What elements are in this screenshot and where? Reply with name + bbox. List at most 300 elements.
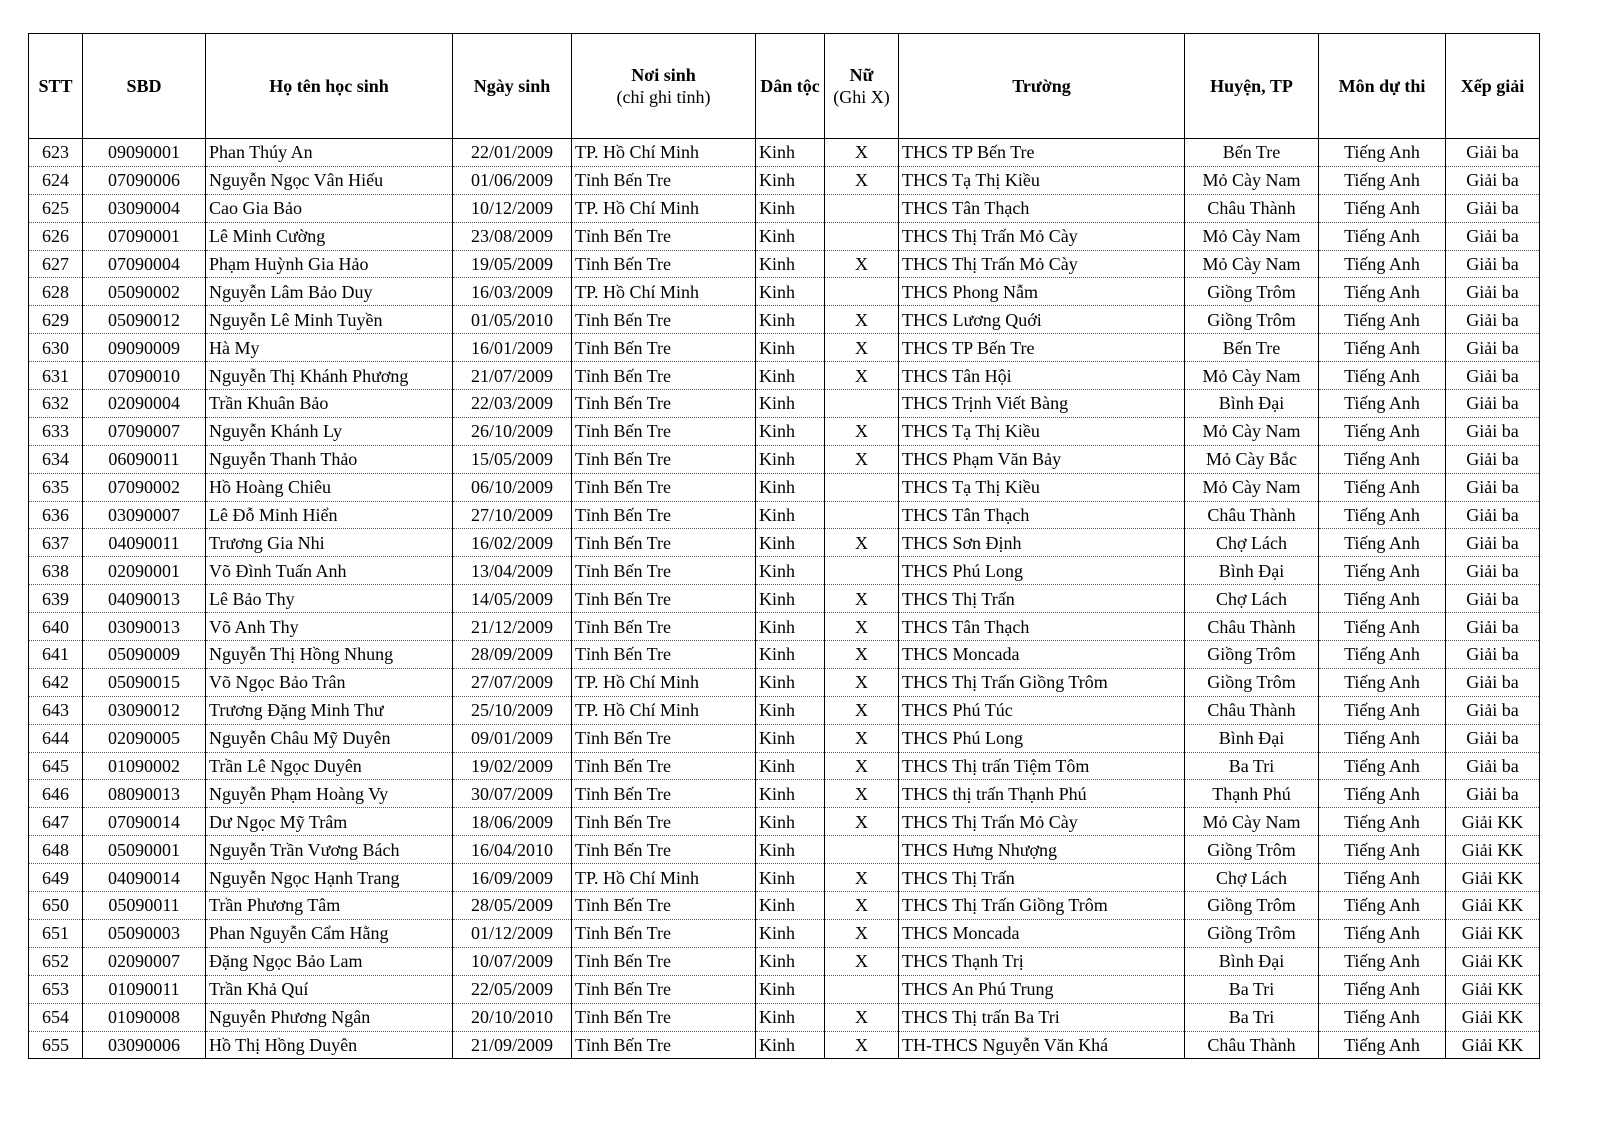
stt-cell: 653	[29, 975, 83, 1003]
name-cell: Nguyễn Lê Minh Tuyền	[206, 306, 453, 334]
female-cell: X	[825, 1031, 899, 1059]
sbd-cell: 09090001	[83, 139, 206, 167]
district-cell: Mỏ Cày Bắc	[1185, 445, 1319, 473]
table-row	[29, 222, 1540, 250]
table-row	[29, 836, 1540, 864]
award-cell: Giải ba	[1446, 752, 1540, 780]
award-cell: Giải ba	[1446, 362, 1540, 390]
name-cell: Nguyễn Ngọc Hạnh Trang	[206, 864, 453, 892]
school-cell: THCS Thị Trấn Mỏ Cày	[899, 222, 1185, 250]
dob-cell: 23/08/2009	[453, 222, 572, 250]
sbd-cell: 07090010	[83, 362, 206, 390]
award-cell: Giải KK	[1446, 808, 1540, 836]
subject-cell: Tiếng Anh	[1319, 780, 1446, 808]
ethnicity-cell: Kinh	[756, 334, 825, 362]
birthplace-cell: TP. Hồ Chí Minh	[572, 278, 756, 306]
award-cell: Giải ba	[1446, 222, 1540, 250]
header-birthplace-note: (chỉ ghi tỉnh)	[616, 87, 711, 107]
award-cell: Giải KK	[1446, 892, 1540, 920]
birthplace-cell: Tỉnh Bến Tre	[572, 1031, 756, 1059]
stt-cell: 630	[29, 334, 83, 362]
dob-cell: 28/05/2009	[453, 892, 572, 920]
birthplace-cell: Tỉnh Bến Tre	[572, 222, 756, 250]
award-cell: Giải KK	[1446, 919, 1540, 947]
name-cell: Nguyễn Thanh Thảo	[206, 445, 453, 473]
dob-cell: 16/04/2010	[453, 836, 572, 864]
table-row	[29, 501, 1540, 529]
sbd-cell: 07090004	[83, 250, 206, 278]
subject-cell: Tiếng Anh	[1319, 864, 1446, 892]
female-cell: X	[825, 668, 899, 696]
name-cell: Hà My	[206, 334, 453, 362]
subject-cell: Tiếng Anh	[1319, 222, 1446, 250]
birthplace-cell: Tỉnh Bến Tre	[572, 473, 756, 501]
school-cell: THCS Moncada	[899, 641, 1185, 669]
birthplace-cell: Tỉnh Bến Tre	[572, 780, 756, 808]
school-cell: THCS Lương Quới	[899, 306, 1185, 334]
ethnicity-cell: Kinh	[756, 417, 825, 445]
school-cell: THCS Tạ Thị Kiều	[899, 166, 1185, 194]
birthplace-cell: Tỉnh Bến Tre	[572, 306, 756, 334]
subject-cell: Tiếng Anh	[1319, 166, 1446, 194]
ethnicity-cell: Kinh	[756, 808, 825, 836]
award-cell: Giải ba	[1446, 334, 1540, 362]
dob-cell: 01/06/2009	[453, 166, 572, 194]
award-cell: Giải ba	[1446, 780, 1540, 808]
name-cell: Nguyễn Châu Mỹ Duyên	[206, 724, 453, 752]
table-row	[29, 529, 1540, 557]
district-cell: Giồng Trôm	[1185, 278, 1319, 306]
name-cell: Nguyễn Phương Ngân	[206, 1003, 453, 1031]
school-cell: THCS Tân Thạch	[899, 613, 1185, 641]
award-cell: Giải KK	[1446, 975, 1540, 1003]
ethnicity-cell: Kinh	[756, 250, 825, 278]
stt-cell: 637	[29, 529, 83, 557]
award-cell: Giải ba	[1446, 306, 1540, 334]
dob-cell: 21/12/2009	[453, 613, 572, 641]
ethnicity-cell: Kinh	[756, 306, 825, 334]
ethnicity-cell: Kinh	[756, 836, 825, 864]
ethnicity-cell: Kinh	[756, 919, 825, 947]
subject-cell: Tiếng Anh	[1319, 613, 1446, 641]
stt-cell: 625	[29, 194, 83, 222]
district-cell: Châu Thành	[1185, 1031, 1319, 1059]
table-row	[29, 696, 1540, 724]
sbd-cell: 01090008	[83, 1003, 206, 1031]
award-cell: Giải ba	[1446, 668, 1540, 696]
stt-cell: 632	[29, 390, 83, 418]
dob-cell: 16/02/2009	[453, 529, 572, 557]
ethnicity-cell: Kinh	[756, 278, 825, 306]
district-cell: Thạnh Phú	[1185, 780, 1319, 808]
sbd-cell: 02090007	[83, 947, 206, 975]
sbd-cell: 07090007	[83, 417, 206, 445]
subject-cell: Tiếng Anh	[1319, 390, 1446, 418]
table-row	[29, 1003, 1540, 1031]
female-cell: X	[825, 613, 899, 641]
name-cell: Võ Ngọc Bảo Trân	[206, 668, 453, 696]
table-row	[29, 724, 1540, 752]
award-cell: Giải ba	[1446, 724, 1540, 752]
name-cell: Trần Phương Tâm	[206, 892, 453, 920]
header-stt: STT	[29, 34, 83, 139]
header-ethnicity: Dân tộc	[756, 34, 825, 139]
dob-cell: 10/12/2009	[453, 194, 572, 222]
table-row	[29, 390, 1540, 418]
sbd-cell: 05090015	[83, 668, 206, 696]
dob-cell: 27/07/2009	[453, 668, 572, 696]
name-cell: Phạm Huỳnh Gia Hảo	[206, 250, 453, 278]
name-cell: Đặng Ngọc Bảo Lam	[206, 947, 453, 975]
dob-cell: 21/07/2009	[453, 362, 572, 390]
table-row	[29, 445, 1540, 473]
name-cell: Phan Nguyễn Cẩm Hằng	[206, 919, 453, 947]
award-cell: Giải KK	[1446, 1031, 1540, 1059]
stt-cell: 626	[29, 222, 83, 250]
subject-cell: Tiếng Anh	[1319, 668, 1446, 696]
header-row	[29, 34, 1540, 139]
header-sbd: SBD	[83, 34, 206, 139]
subject-cell: Tiếng Anh	[1319, 696, 1446, 724]
stt-cell: 624	[29, 166, 83, 194]
award-cell: Giải KK	[1446, 1003, 1540, 1031]
header-female-note: (Ghi X)	[833, 87, 890, 107]
ethnicity-cell: Kinh	[756, 975, 825, 1003]
district-cell: Mỏ Cày Nam	[1185, 417, 1319, 445]
birthplace-cell: Tỉnh Bến Tre	[572, 836, 756, 864]
table-row	[29, 975, 1540, 1003]
ethnicity-cell: Kinh	[756, 780, 825, 808]
dob-cell: 10/07/2009	[453, 947, 572, 975]
table-row	[29, 947, 1540, 975]
dob-cell: 28/09/2009	[453, 641, 572, 669]
table-row	[29, 808, 1540, 836]
name-cell: Phan Thúy An	[206, 139, 453, 167]
district-cell: Giồng Trôm	[1185, 668, 1319, 696]
header-dob: Ngày sinh	[453, 34, 572, 139]
table-row	[29, 919, 1540, 947]
award-cell: Giải ba	[1446, 390, 1540, 418]
ethnicity-cell: Kinh	[756, 892, 825, 920]
results-table	[28, 33, 1540, 1059]
table-row	[29, 306, 1540, 334]
female-cell	[825, 836, 899, 864]
name-cell: Nguyễn Thị Hồng Nhung	[206, 641, 453, 669]
female-cell: X	[825, 362, 899, 390]
stt-cell: 628	[29, 278, 83, 306]
award-cell: Giải KK	[1446, 836, 1540, 864]
sbd-cell: 07090002	[83, 473, 206, 501]
table-row	[29, 752, 1540, 780]
sbd-cell: 06090011	[83, 445, 206, 473]
dob-cell: 22/03/2009	[453, 390, 572, 418]
subject-cell: Tiếng Anh	[1319, 947, 1446, 975]
stt-cell: 633	[29, 417, 83, 445]
award-cell: Giải ba	[1446, 585, 1540, 613]
birthplace-cell: Tỉnh Bến Tre	[572, 362, 756, 390]
school-cell: THCS Thị Trấn Mỏ Cày	[899, 250, 1185, 278]
district-cell: Mỏ Cày Nam	[1185, 222, 1319, 250]
school-cell: THCS TP Bến Tre	[899, 334, 1185, 362]
ethnicity-cell: Kinh	[756, 947, 825, 975]
stt-cell: 638	[29, 557, 83, 585]
header-female-label: Nữ	[849, 64, 874, 85]
subject-cell: Tiếng Anh	[1319, 892, 1446, 920]
stt-cell: 647	[29, 808, 83, 836]
ethnicity-cell: Kinh	[756, 445, 825, 473]
name-cell: Trần Khả Quí	[206, 975, 453, 1003]
district-cell: Mỏ Cày Nam	[1185, 362, 1319, 390]
header-female	[825, 34, 899, 139]
dob-cell: 09/01/2009	[453, 724, 572, 752]
district-cell: Mỏ Cày Nam	[1185, 250, 1319, 278]
district-cell: Giồng Trôm	[1185, 919, 1319, 947]
award-cell: Giải ba	[1446, 641, 1540, 669]
header-award: Xếp giải	[1446, 34, 1540, 139]
ethnicity-cell: Kinh	[756, 139, 825, 167]
header-district: Huyện, TP	[1185, 34, 1319, 139]
school-cell: THCS Phong Nẫm	[899, 278, 1185, 306]
table-row	[29, 417, 1540, 445]
subject-cell: Tiếng Anh	[1319, 417, 1446, 445]
award-cell: Giải ba	[1446, 278, 1540, 306]
sbd-cell: 07090014	[83, 808, 206, 836]
ethnicity-cell: Kinh	[756, 557, 825, 585]
subject-cell: Tiếng Anh	[1319, 724, 1446, 752]
ethnicity-cell: Kinh	[756, 194, 825, 222]
birthplace-cell: Tỉnh Bến Tre	[572, 752, 756, 780]
stt-cell: 645	[29, 752, 83, 780]
female-cell: X	[825, 1003, 899, 1031]
school-cell: THCS Thạnh Trị	[899, 947, 1185, 975]
award-cell: Giải ba	[1446, 194, 1540, 222]
school-cell: THCS Thị trấn Ba Tri	[899, 1003, 1185, 1031]
stt-cell: 643	[29, 696, 83, 724]
district-cell: Ba Tri	[1185, 975, 1319, 1003]
ethnicity-cell: Kinh	[756, 668, 825, 696]
name-cell: Dư Ngọc Mỹ Trâm	[206, 808, 453, 836]
name-cell: Trần Lê Ngọc Duyên	[206, 752, 453, 780]
dob-cell: 25/10/2009	[453, 696, 572, 724]
stt-cell: 627	[29, 250, 83, 278]
school-cell: THCS Thị Trấn	[899, 864, 1185, 892]
stt-cell: 631	[29, 362, 83, 390]
table-row	[29, 1031, 1540, 1059]
female-cell: X	[825, 864, 899, 892]
birthplace-cell: Tỉnh Bến Tre	[572, 919, 756, 947]
name-cell: Nguyễn Khánh Ly	[206, 417, 453, 445]
birthplace-cell: Tỉnh Bến Tre	[572, 724, 756, 752]
sbd-cell: 03090004	[83, 194, 206, 222]
school-cell: THCS Tân Hội	[899, 362, 1185, 390]
sbd-cell: 04090013	[83, 585, 206, 613]
sbd-cell: 07090006	[83, 166, 206, 194]
award-cell: Giải ba	[1446, 417, 1540, 445]
birthplace-cell: Tỉnh Bến Tre	[572, 808, 756, 836]
subject-cell: Tiếng Anh	[1319, 194, 1446, 222]
name-cell: Nguyễn Thị Khánh Phương	[206, 362, 453, 390]
name-cell: Trương Gia Nhi	[206, 529, 453, 557]
female-cell: X	[825, 724, 899, 752]
school-cell: THCS Trịnh Viết Bàng	[899, 390, 1185, 418]
birthplace-cell: Tỉnh Bến Tre	[572, 613, 756, 641]
school-cell: THCS Tân Thạch	[899, 194, 1185, 222]
table-row	[29, 585, 1540, 613]
sbd-cell: 02090005	[83, 724, 206, 752]
dob-cell: 19/02/2009	[453, 752, 572, 780]
award-cell: Giải ba	[1446, 529, 1540, 557]
sbd-cell: 03090012	[83, 696, 206, 724]
stt-cell: 649	[29, 864, 83, 892]
stt-cell: 636	[29, 501, 83, 529]
district-cell: Giồng Trôm	[1185, 641, 1319, 669]
dob-cell: 06/10/2009	[453, 473, 572, 501]
birthplace-cell: Tỉnh Bến Tre	[572, 501, 756, 529]
table-row	[29, 780, 1540, 808]
subject-cell: Tiếng Anh	[1319, 529, 1446, 557]
name-cell: Trương Đặng Minh Thư	[206, 696, 453, 724]
stt-cell: 634	[29, 445, 83, 473]
subject-cell: Tiếng Anh	[1319, 975, 1446, 1003]
female-cell: X	[825, 250, 899, 278]
subject-cell: Tiếng Anh	[1319, 557, 1446, 585]
district-cell: Châu Thành	[1185, 613, 1319, 641]
table-row	[29, 139, 1540, 167]
female-cell: X	[825, 892, 899, 920]
female-cell	[825, 975, 899, 1003]
sbd-cell: 05090001	[83, 836, 206, 864]
header-name: Họ tên học sinh	[206, 34, 453, 139]
female-cell: X	[825, 585, 899, 613]
stt-cell: 654	[29, 1003, 83, 1031]
school-cell: THCS An Phú Trung	[899, 975, 1185, 1003]
stt-cell: 646	[29, 780, 83, 808]
birthplace-cell: Tỉnh Bến Tre	[572, 390, 756, 418]
birthplace-cell: Tỉnh Bến Tre	[572, 585, 756, 613]
birthplace-cell: TP. Hồ Chí Minh	[572, 139, 756, 167]
district-cell: Giồng Trôm	[1185, 836, 1319, 864]
subject-cell: Tiếng Anh	[1319, 445, 1446, 473]
birthplace-cell: Tỉnh Bến Tre	[572, 334, 756, 362]
award-cell: Giải ba	[1446, 613, 1540, 641]
stt-cell: 652	[29, 947, 83, 975]
sbd-cell: 03090006	[83, 1031, 206, 1059]
female-cell: X	[825, 445, 899, 473]
subject-cell: Tiếng Anh	[1319, 278, 1446, 306]
header-birthplace	[572, 34, 756, 139]
district-cell: Mỏ Cày Nam	[1185, 166, 1319, 194]
dob-cell: 01/05/2010	[453, 306, 572, 334]
female-cell	[825, 278, 899, 306]
subject-cell: Tiếng Anh	[1319, 585, 1446, 613]
header-birthplace-label: Nơi sinh	[631, 64, 696, 85]
stt-cell: 650	[29, 892, 83, 920]
ethnicity-cell: Kinh	[756, 724, 825, 752]
female-cell: X	[825, 919, 899, 947]
female-cell: X	[825, 641, 899, 669]
award-cell: Giải ba	[1446, 139, 1540, 167]
stt-cell: 640	[29, 613, 83, 641]
award-cell: Giải ba	[1446, 445, 1540, 473]
sbd-cell: 02090004	[83, 390, 206, 418]
female-cell: X	[825, 780, 899, 808]
subject-cell: Tiếng Anh	[1319, 306, 1446, 334]
sbd-cell: 07090001	[83, 222, 206, 250]
school-cell: THCS TP Bến Tre	[899, 139, 1185, 167]
table-row	[29, 641, 1540, 669]
table-row	[29, 892, 1540, 920]
ethnicity-cell: Kinh	[756, 362, 825, 390]
birthplace-cell: Tỉnh Bến Tre	[572, 641, 756, 669]
stt-cell: 623	[29, 139, 83, 167]
name-cell: Nguyễn Trần Vương Bách	[206, 836, 453, 864]
table-row	[29, 613, 1540, 641]
sbd-cell: 03090007	[83, 501, 206, 529]
district-cell: Mỏ Cày Nam	[1185, 808, 1319, 836]
birthplace-cell: Tỉnh Bến Tre	[572, 250, 756, 278]
district-cell: Bình Đại	[1185, 947, 1319, 975]
dob-cell: 20/10/2010	[453, 1003, 572, 1031]
subject-cell: Tiếng Anh	[1319, 1003, 1446, 1031]
name-cell: Nguyễn Ngọc Vân Hiếu	[206, 166, 453, 194]
table-row	[29, 864, 1540, 892]
award-cell: Giải ba	[1446, 557, 1540, 585]
ethnicity-cell: Kinh	[756, 501, 825, 529]
school-cell: THCS Thị trấn Tiệm Tôm	[899, 752, 1185, 780]
stt-cell: 648	[29, 836, 83, 864]
dob-cell: 18/06/2009	[453, 808, 572, 836]
ethnicity-cell: Kinh	[756, 1031, 825, 1059]
award-cell: Giải ba	[1446, 166, 1540, 194]
ethnicity-cell: Kinh	[756, 1003, 825, 1031]
subject-cell: Tiếng Anh	[1319, 808, 1446, 836]
sbd-cell: 01090002	[83, 752, 206, 780]
female-cell: X	[825, 752, 899, 780]
female-cell	[825, 390, 899, 418]
subject-cell: Tiếng Anh	[1319, 139, 1446, 167]
table-row	[29, 278, 1540, 306]
subject-cell: Tiếng Anh	[1319, 836, 1446, 864]
birthplace-cell: Tỉnh Bến Tre	[572, 166, 756, 194]
school-cell: THCS Thị Trấn Giồng Trôm	[899, 892, 1185, 920]
subject-cell: Tiếng Anh	[1319, 1031, 1446, 1059]
ethnicity-cell: Kinh	[756, 529, 825, 557]
award-cell: Giải KK	[1446, 864, 1540, 892]
birthplace-cell: Tỉnh Bến Tre	[572, 892, 756, 920]
female-cell: X	[825, 334, 899, 362]
dob-cell: 27/10/2009	[453, 501, 572, 529]
table-row	[29, 334, 1540, 362]
award-cell: Giải ba	[1446, 473, 1540, 501]
name-cell: Võ Đình Tuấn Anh	[206, 557, 453, 585]
school-cell: THCS Hưng Nhượng	[899, 836, 1185, 864]
dob-cell: 19/05/2009	[453, 250, 572, 278]
school-cell: THCS Thị Trấn	[899, 585, 1185, 613]
birthplace-cell: TP. Hồ Chí Minh	[572, 864, 756, 892]
ethnicity-cell: Kinh	[756, 222, 825, 250]
ethnicity-cell: Kinh	[756, 613, 825, 641]
school-cell: THCS Phú Long	[899, 557, 1185, 585]
school-cell: TH-THCS Nguyễn Văn Khá	[899, 1031, 1185, 1059]
birthplace-cell: Tỉnh Bến Tre	[572, 947, 756, 975]
dob-cell: 16/09/2009	[453, 864, 572, 892]
stt-cell: 635	[29, 473, 83, 501]
birthplace-cell: TP. Hồ Chí Minh	[572, 668, 756, 696]
district-cell: Châu Thành	[1185, 501, 1319, 529]
stt-cell: 651	[29, 919, 83, 947]
name-cell: Nguyễn Phạm Hoàng Vy	[206, 780, 453, 808]
sbd-cell: 08090013	[83, 780, 206, 808]
